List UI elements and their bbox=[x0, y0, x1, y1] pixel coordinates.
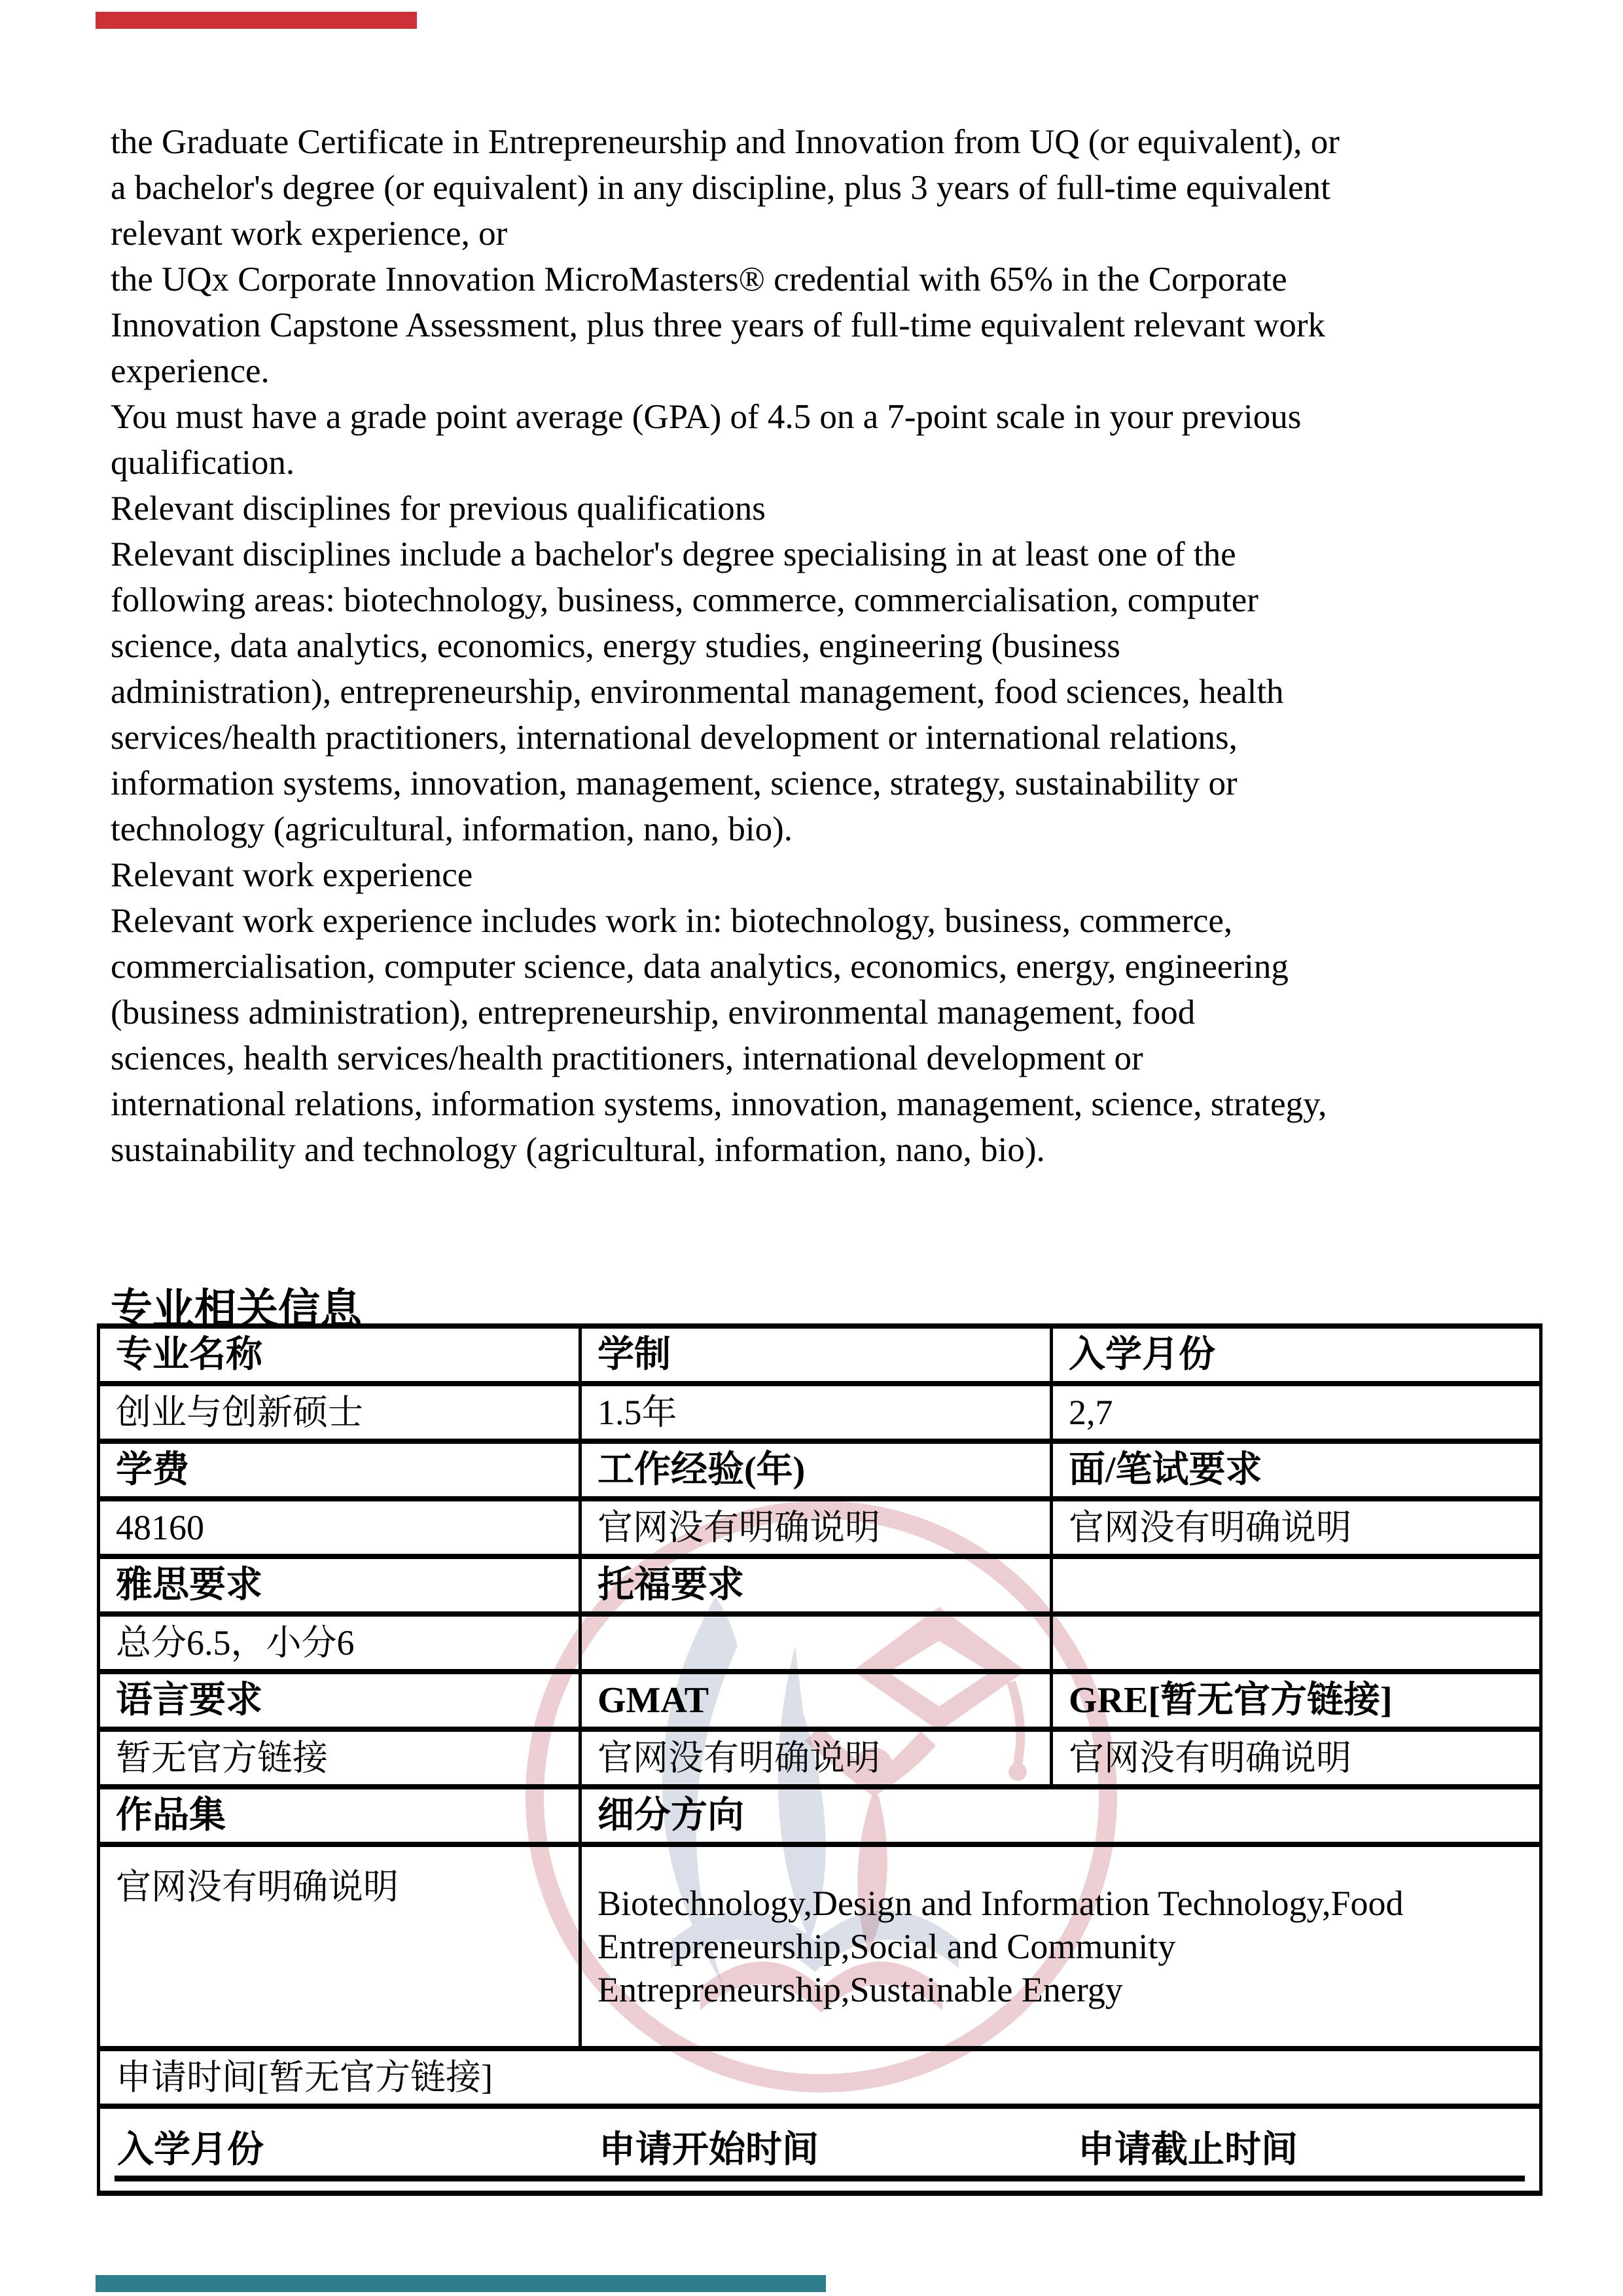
table-row bbox=[99, 1556, 1541, 1614]
text-line: commercialisation, computer science, data analytics, economics, energy, engineering bbox=[111, 948, 1289, 986]
text-line: sustainability and technology (agricultural, information, nano, bio). bbox=[111, 1131, 1045, 1169]
value-cell: 创业与创新硕士 bbox=[99, 1384, 580, 1441]
text-line: services/health practitioners, international development or international relations, bbox=[111, 719, 1238, 757]
text-line: a bachelor's degree (or equivalent) in any discipline, plus 3 years of full-time equivalent bbox=[111, 169, 1330, 207]
header-cell: 语言要求 bbox=[99, 1672, 580, 1729]
text-line: administration), entrepreneurship, environmental management, food sciences, health bbox=[111, 673, 1284, 711]
text-line: Relevant work experience bbox=[111, 856, 473, 894]
text-line: qualification. bbox=[111, 444, 295, 482]
value-cell: 官网没有明确说明 bbox=[99, 1844, 580, 2049]
value-cell: 官网没有明确说明 bbox=[580, 1729, 1052, 1787]
admission-requirements-text bbox=[111, 119, 1537, 1173]
table-row bbox=[99, 1787, 1541, 1844]
text-line: experience. bbox=[111, 352, 270, 390]
table-row bbox=[99, 1326, 1541, 1384]
header-cell: 细分方向 bbox=[580, 1787, 1541, 1844]
value-cell: 2,7 bbox=[1052, 1384, 1541, 1441]
table-row bbox=[99, 1384, 1541, 1441]
header-cell: 雅思要求 bbox=[99, 1556, 580, 1614]
table-row bbox=[99, 2049, 1541, 2106]
table-row bbox=[99, 1441, 1541, 1499]
header-cell: 入学月份 bbox=[1052, 1326, 1541, 1384]
text-line: You must have a grade point average (GPA) of 4.5 on a 7-point scale in your previous bbox=[111, 398, 1302, 436]
text-line: technology (agricultural, information, nano, bio). bbox=[111, 810, 793, 848]
header-cell: 学制 bbox=[580, 1326, 1052, 1384]
text-line: (business administration), entrepreneurship, environmental management, food bbox=[111, 994, 1196, 1031]
header-cell bbox=[1052, 1556, 1541, 1614]
section-title: 专业相关信息 bbox=[111, 1286, 362, 1333]
text-line: relevant work experience, or bbox=[111, 215, 508, 253]
value-cell: Biotechnology,Design and Information Technology,Food Entrepreneurship,Social and Community Entrepreneurship,Sustainable Energy bbox=[580, 1844, 1541, 2049]
table-row bbox=[99, 1729, 1541, 1787]
value-cell: 暂无官方链接 bbox=[99, 1729, 580, 1787]
page-top-accent-bar bbox=[96, 12, 417, 29]
text-line: the Graduate Certificate in Entrepreneurship and Innovation from UQ (or equivalent), or bbox=[111, 123, 1340, 161]
table-row bbox=[99, 1844, 1541, 2049]
header-cell: 作品集 bbox=[99, 1787, 580, 1844]
text-line: science, data analytics, economics, energy studies, engineering (business bbox=[111, 627, 1120, 665]
header-cell: 面/笔试要求 bbox=[1052, 1441, 1541, 1499]
text-line: international relations, information systems, innovation, management, science, strategy, bbox=[111, 1085, 1327, 1123]
footer-label: 申请开始时间 bbox=[599, 2130, 819, 2170]
text-line: following areas: biotechnology, business, commerce, commercialisation, computer bbox=[111, 581, 1258, 619]
value-cell: 申请时间[暂无官方链接] bbox=[99, 2049, 1541, 2106]
table-row bbox=[99, 1672, 1541, 1729]
text-line: Innovation Capstone Assessment, plus three years of full-time equivalent relevant work bbox=[111, 306, 1326, 344]
footer-rule bbox=[115, 2176, 1525, 2181]
text-line: sciences, health services/health practitioners, international development or bbox=[111, 1039, 1143, 1077]
value-cell: 1.5年 bbox=[580, 1384, 1052, 1441]
page-bottom-accent-bar bbox=[96, 2275, 826, 2292]
value-cell: 官网没有明确说明 bbox=[580, 1499, 1052, 1556]
value-cell: 总分6.5，小分6 bbox=[99, 1614, 580, 1672]
footer-cell bbox=[99, 2106, 1541, 2193]
header-cell: GRE[暂无官方链接] bbox=[1052, 1672, 1541, 1729]
text-line: Relevant disciplines include a bachelor's degree specialising in at least one of the bbox=[111, 535, 1236, 573]
text-line: information systems, innovation, management, science, strategy, sustainability or bbox=[111, 764, 1238, 802]
header-cell: 专业名称 bbox=[99, 1326, 580, 1384]
header-cell: 托福要求 bbox=[580, 1556, 1052, 1614]
value-cell bbox=[580, 1614, 1052, 1672]
text-line: Relevant disciplines for previous qualifications bbox=[111, 490, 766, 528]
text-line: Relevant work experience includes work in: biotechnology, business, commerce, bbox=[111, 902, 1233, 940]
table-row bbox=[99, 1614, 1541, 1672]
value-cell: 官网没有明确说明 bbox=[1052, 1729, 1541, 1787]
header-cell: 学费 bbox=[99, 1441, 580, 1499]
value-cell bbox=[1052, 1614, 1541, 1672]
value-cell: 48160 bbox=[99, 1499, 580, 1556]
header-cell: GMAT bbox=[580, 1672, 1052, 1729]
program-info-table bbox=[97, 1323, 1543, 2196]
footer-label: 入学月份 bbox=[117, 2130, 264, 2170]
footer-label: 申请截止时间 bbox=[1078, 2130, 1298, 2170]
table-row bbox=[99, 2106, 1541, 2193]
text-line: the UQx Corporate Innovation MicroMasters® credential with 65% in the Corporate bbox=[111, 260, 1287, 298]
value-cell: 官网没有明确说明 bbox=[1052, 1499, 1541, 1556]
table-row bbox=[99, 1499, 1541, 1556]
header-cell: 工作经验(年) bbox=[580, 1441, 1052, 1499]
